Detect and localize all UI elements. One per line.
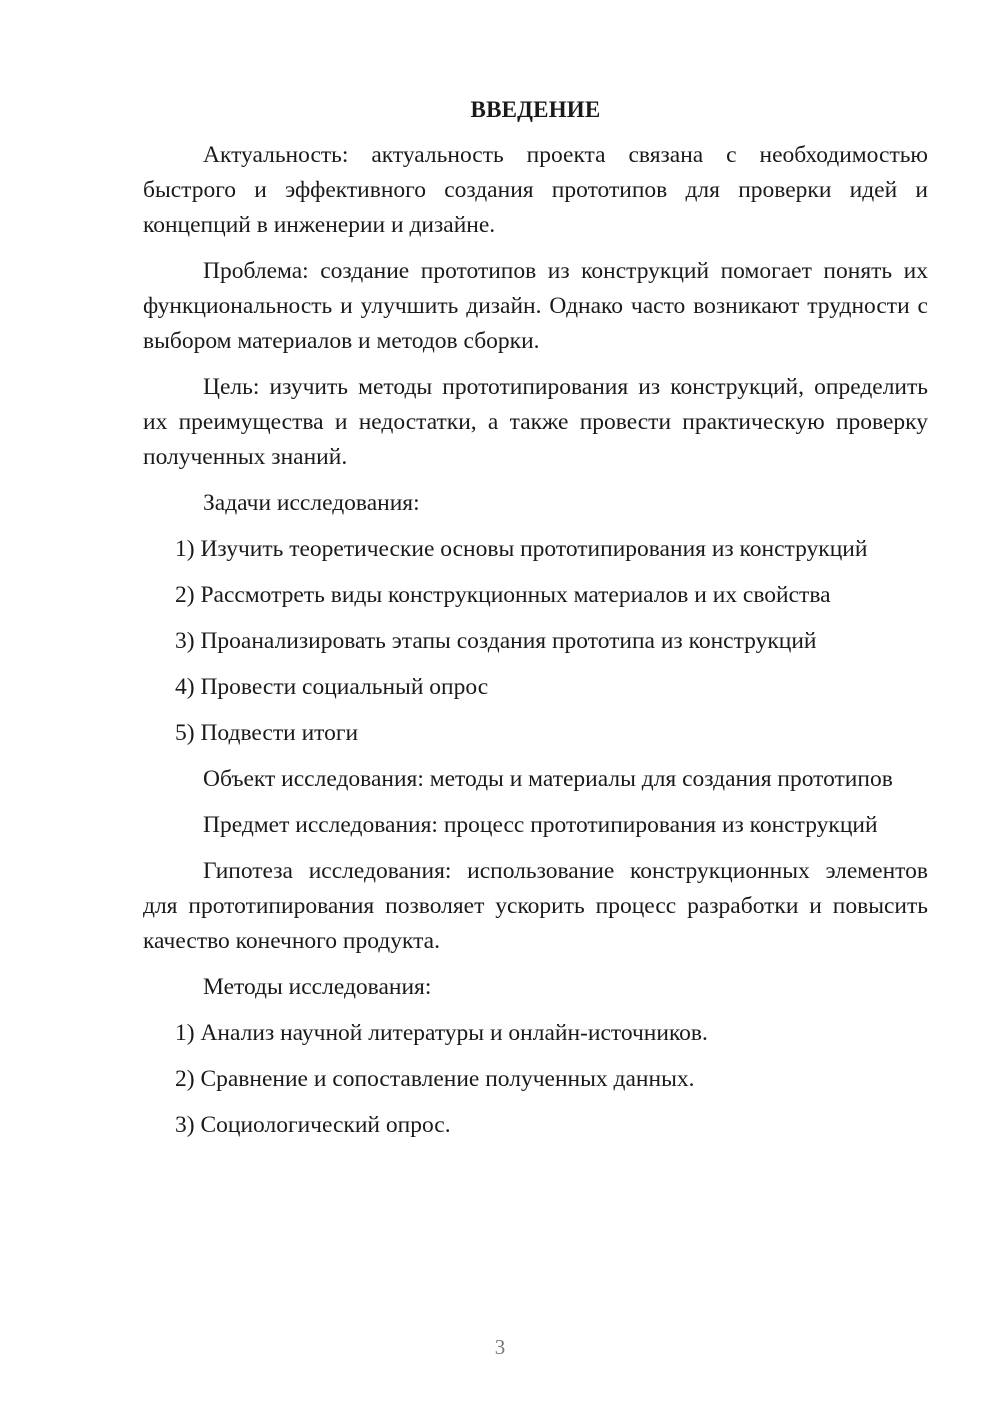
relevance-paragraph: Актуальность: актуальность проекта связана с необходимостью быстрого и эффективного создания прототипов для проверки идей и концепций в инженерии и дизайне. bbox=[143, 142, 928, 238]
object-paragraph: Объект исследования: методы и материалы для создания прототипов bbox=[203, 766, 893, 792]
page-content bbox=[143, 92, 928, 1143]
section-title: ВВЕДЕНИЕ bbox=[470, 97, 601, 122]
task-item-2: 2) Рассмотреть виды конструкционных материалов и их свойства bbox=[175, 582, 831, 608]
method-item-3: 3) Социологический опрос. bbox=[175, 1112, 451, 1138]
task-item-3: 3) Проанализировать этапы создания прототипа из конструкций bbox=[175, 628, 817, 654]
tasks-heading: Задачи исследования: bbox=[203, 490, 420, 516]
subject-paragraph: Предмет исследования: процесс прототипирования из конструкций bbox=[203, 812, 878, 838]
goal-paragraph: Цель: изучить методы прототипирования из конструкций, определить их преимущества и недостатки, а также провести практическую проверку полученных знаний. bbox=[143, 374, 928, 470]
task-item-4: 4) Провести социальный опрос bbox=[175, 674, 489, 700]
hypothesis-paragraph: Гипотеза исследования: использование конструкционных элементов для прототипирования позволяет ускорить процесс разработки и повысить качество конечного продукта. bbox=[143, 858, 928, 954]
page-number: 3 bbox=[494, 1335, 506, 1359]
problem-paragraph: Проблема: создание прототипов из конструкций помогает понять их функциональность и улучшить дизайн. Однако часто возникают трудности с выбором материалов и методов сборки. bbox=[143, 258, 928, 354]
methods-heading: Методы исследования: bbox=[203, 974, 432, 1000]
task-item-5: 5) Подвести итоги bbox=[175, 720, 359, 746]
task-item-1: 1) Изучить теоретические основы прототипирования из конструкций bbox=[175, 536, 868, 562]
method-item-2: 2) Сравнение и сопоставление полученных данных. bbox=[175, 1066, 695, 1092]
method-item-1: 1) Анализ научной литературы и онлайн-источников. bbox=[175, 1020, 708, 1046]
